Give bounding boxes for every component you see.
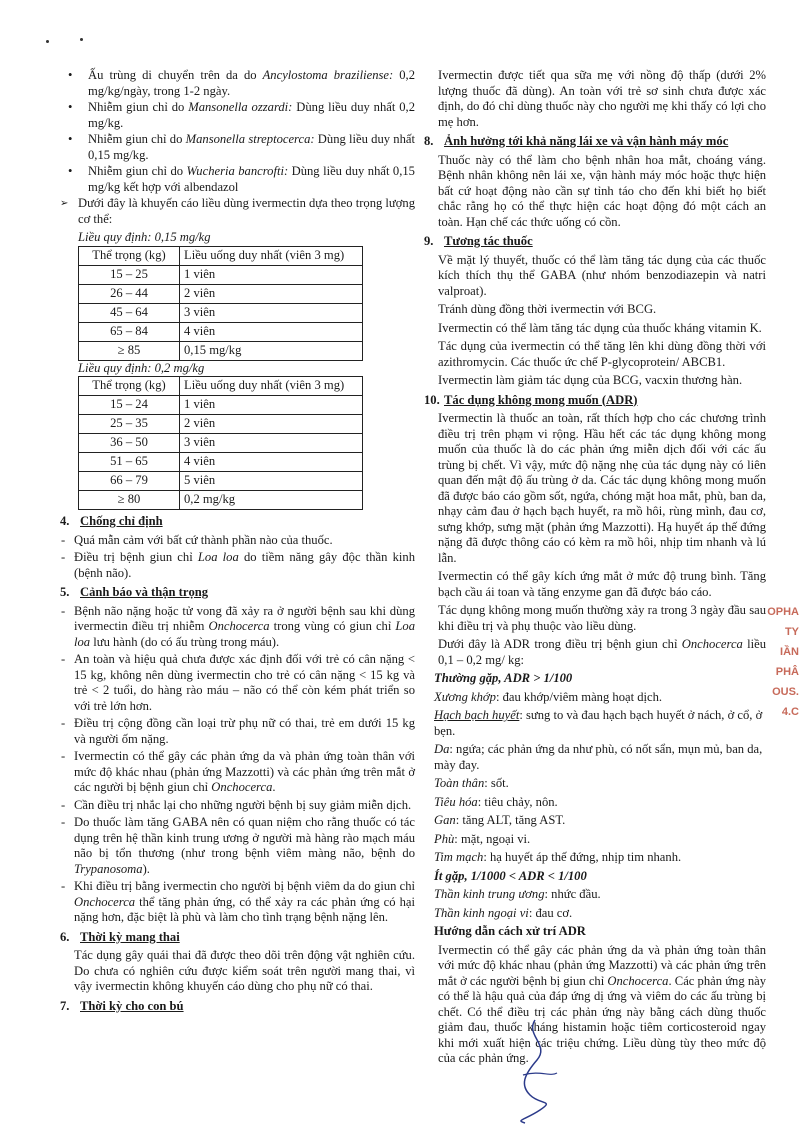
header-cell: Thể trọng (kg) (79, 246, 180, 265)
scan-speck (46, 40, 49, 43)
adr-item: Toàn thân: sốt. (434, 776, 509, 790)
adr-frequency-heading: Ít gặp, 1/1000 < ADR < 1/100 (434, 868, 587, 883)
weight-cell: 45 – 64 (79, 303, 180, 322)
table-row (79, 341, 363, 360)
dose-table-015 (78, 246, 363, 361)
section-text: Tránh dùng đồng thời ivermectin với BCG. (438, 302, 657, 316)
adr-item: Xương khớp: đau khớp/viêm màng hoạt dịch. (434, 689, 663, 704)
table-row (79, 491, 363, 510)
weight-cell: ≥ 85 (79, 341, 180, 360)
table-row (79, 284, 363, 303)
section-text: Ivermectin được tiết qua sữa mẹ với nồng độ thấp (dưới 2% lượng thuốc đã dùng). An toàn với trẻ sơ sinh chưa được xác định, do đó chỉ dùng thuốc này cho người mẹ khi thấy có lợi cho mẹ hơn. (438, 68, 766, 129)
right-column (424, 68, 766, 1070)
list-item: - Cần điều trị nhắc lại cho những người bệnh bị suy giảm miễn dịch. (60, 798, 415, 814)
table-row (79, 472, 363, 491)
table-header-row (79, 377, 363, 396)
company-stamp: OPHA TY IẦN PHÂ OUS. 4.C (767, 606, 799, 718)
dose-cell: 2 viên (180, 284, 363, 303)
dose-cell: 3 viên (180, 434, 363, 453)
table-row (79, 322, 363, 341)
dose-cell: 0,2 mg/kg (180, 491, 363, 510)
list-item: • Nhiễm giun chỉ do Wucheria bancrofti: Dùng liều duy nhất 0,15 mg/kg kết hợp với albendazol (60, 164, 415, 195)
dosage-bullet-list (60, 68, 415, 195)
dose-cell: 4 viên (180, 453, 363, 472)
table-header-row (79, 246, 363, 265)
list-item: - Quá mẫn cảm với bất cứ thành phần nào của thuốc. (60, 533, 415, 549)
section-text: Ivermectin có thể làm tăng tác dụng của thuốc kháng vitamin K. (438, 320, 762, 335)
weight-cell: 65 – 84 (79, 322, 180, 341)
table-caption: Liều quy định: 0,2 mg/kg (78, 360, 205, 375)
header-cell: Liều uống duy nhất (viên 3 mg) (180, 377, 363, 396)
section-text: Tác dụng gây quái thai đã được theo dõi trên động vật nghiên cứu. Do chưa có nghiên cứu được kiểm soát trên người mang thai, vì vậy ivermectin không khuyến cáo dùng cho phụ nữ có thai. (74, 948, 415, 993)
adr-item: Tim mạch: hạ huyết áp thế đứng, nhịp tim nhanh. (434, 850, 682, 864)
list-item: - Do thuốc làm tăng GABA nên có quan niệm cho rằng thuốc có tác dụng trên hệ thần kinh trung ương ở người mà hàng rào mạch máu não bị tổn thương (như trong bệnh viêm màng não, bệnh do Trypanosoma). (60, 815, 415, 877)
adr-item: Tiêu hóa: tiêu chảy, nôn. (434, 794, 558, 809)
handwritten-signature (495, 1015, 575, 1125)
section-text: Tác dụng của ivermectin có thể tăng lên khi dùng đồng thời với azithromycin. Các thuốc ức chế P-glycoprotein/ ABCB1. (438, 339, 766, 369)
section-text: Tác dụng không mong muốn thường xảy ra trong 3 ngày đầu sau khi điều trị và phụ thuộc vào liều dùng. (438, 603, 766, 633)
adr-item: Gan: tăng ALT, tăng AST. (434, 813, 566, 827)
section-heading: 9. Tương tác thuốc (424, 234, 533, 248)
table-row (79, 434, 363, 453)
list-item: - Điều trị cộng đồng cần loại trừ phụ nữ có thai, trẻ em dưới 15 kg và người ốm nặng. (60, 716, 415, 747)
dose-cell: 2 viên (180, 415, 363, 434)
weight-cell: 51 – 65 (79, 453, 180, 472)
section-text: Về mặt lý thuyết, thuốc có thể làm tăng tác dụng của các thuốc kích thích thụ thể GABA (như nhóm benzodiazepin và natri valproat). (438, 252, 766, 298)
section-text: Ivermectin là thuốc an toàn, rất thích hợp cho các chương trình điều trị trên phạm vi rộng. Hầu hết các tác dụng không mong muốn của thuốc là do các phản ứng miễn dịch đối với các ấu trùng bị chết. Vì vậy, mức độ nặng nhẹ của tác dụng này có liên quan đến mật độ ấu trùng ở da. Các tác dụng không mong muốn đã được báo cáo gồm sốt, ngứa, chóng mặt hoa mắt, phù, ban da, nhạy cảm đau ở hạch bạch huyết, ra mồ hôi, rùng mình, đau cơ, sưng khớp, sưng mặt (phản ứng Mazzotti). Hạ huyết áp thế đứng nặng đã được thông cáo có kèm ra mồ hôi, nhịp tim nhanh và lú lẫn. (438, 411, 766, 565)
header-cell: Thể trọng (kg) (79, 377, 180, 396)
dose-cell: 3 viên (180, 303, 363, 322)
section-heading: 5. Cảnh báo và thận trọng (60, 585, 209, 599)
table-caption: Liều quy định: 0,15 mg/kg (78, 230, 211, 244)
list-item: • Nhiễm giun chỉ do Mansonella streptocerca: Dùng liều duy nhất 0,15 mg/kg. (60, 132, 415, 163)
adr-frequency-heading: Thường gặp, ADR > 1/100 (434, 671, 573, 685)
adr-item: Thần kinh ngoại vi: đau cơ. (434, 905, 573, 920)
adr-guidance-heading: Hướng dẫn cách xử trí ADR (434, 924, 586, 938)
section-heading: 4. Chống chỉ định (60, 514, 163, 528)
dose-cell: 5 viên (180, 472, 363, 491)
dose-cell: 1 viên (180, 265, 363, 284)
weight-cell: 26 – 44 (79, 284, 180, 303)
section-heading: 6. Thời kỳ mang thai (60, 929, 180, 944)
scan-speck (80, 38, 83, 41)
section-heading: 10. Tác dụng không mong muốn (ADR) (424, 392, 638, 407)
section-heading: 8. Ảnh hưởng tới khả năng lái xe và vận hành máy móc (424, 134, 729, 148)
weight-cell: ≥ 80 (79, 491, 180, 510)
section-text: Ivermectin làm giảm tác dụng của BCG, vacxin thương hàn. (438, 373, 743, 387)
dose-cell: 0,15 mg/kg (180, 341, 363, 360)
section-text: Ivermectin có thể gây kích ứng mắt ở mức độ trung bình. Tăng bạch cầu ái toan và tăng enzyme gan đã được báo cáo. (438, 569, 766, 599)
dose-cell: 1 viên (180, 396, 363, 415)
weight-cell: 15 – 24 (79, 396, 180, 415)
table-row (79, 415, 363, 434)
section-heading: 7. Thời kỳ cho con bú (60, 998, 184, 1013)
table-row (79, 396, 363, 415)
dose-cell: 4 viên (180, 322, 363, 341)
table-row (79, 265, 363, 284)
adr-item: Thần kinh trung ương: nhức đầu. (434, 887, 601, 901)
table-row (79, 303, 363, 322)
adr-item: Da: ngứa; các phản ứng da như phù, có nốt sẩn, mụn mủ, ban da, mày đay. (434, 742, 763, 772)
list-item: - Bệnh não nặng hoặc tử vong đã xảy ra ở người bệnh sau khi dùng ivermectin điều trị nhiễm Onchocerca trong vùng có giun chỉ Loa loa lưu hành (do có ấu trùng trong máu). (60, 604, 415, 651)
section-text: Thuốc này có thể làm cho bệnh nhân hoa mắt, choáng váng. Bệnh nhân không nên lái xe, vận hành máy móc hoặc thực hiện bất cứ hoạt động nào cần sự tỉnh táo cho đến khi biết họ biết chắc rằng họ có thể thực hiện các hoạt động đó một cách an toàn. Hạn chế các thức uống có cồn. (438, 152, 766, 229)
list-item: - An toàn và hiệu quả chưa được xác định đối với trẻ có cân nặng < 15 kg, không nên dùng ivermectin cho trẻ có cân nặng < 15 kg và trẻ < 2 tuổi, do hàng rào máu – não có thể còn kém phát triển so với trẻ lớn hơn. (60, 652, 415, 714)
table-row (79, 453, 363, 472)
dose-table-02 (78, 376, 363, 510)
list-item: • Nhiễm giun chỉ do Mansonella ozzardi: Dùng liều duy nhất 0,2 mg/kg. (60, 100, 415, 131)
list-item: • Ấu trùng di chuyển trên da do Ancylostoma braziliense: 0,2 mg/kg/ngày, trong 1-2 ngày. (60, 68, 415, 99)
weight-dose-intro: ➢ Dưới đây là khuyến cáo liều dùng ivermectin dựa theo trọng lượng cơ thể: (60, 196, 415, 227)
weight-cell: 15 – 25 (79, 265, 180, 284)
list-item: - Điều trị bệnh giun chỉ Loa loa do tiềm năng gây độc thần kinh (bệnh não). (60, 550, 415, 581)
adr-item: Phù: mặt, ngoại vi. (434, 831, 531, 846)
adr-guidance-text: Ivermectin có thể gây các phản ứng da và phản ứng toàn thân với mức độ khác nhau (phản ứng Mazzotti) và các phản ứng trên mắt ở các người bệnh bị giun chỉ Onchocerca. Các phản ứng này có thể là hậu quả của đáp ứng dị ứng và viêm do các ấu trùng bị chết. Có thể điều trị các phản ứng này bằng cách dùng thuốc giảm đau, thuốc kháng histamin hoặc tiêm corticosteroid ngay khi mới xuất hiện các triệu chứng. Liều dùng tùy theo mức độ của các phản ứng. (438, 942, 766, 1065)
list-item: - Ivermectin có thể gây các phản ứng da và phản ứng toàn thân với mức độ khác nhau (phản ứng Mazzotti) và các phản ứng trên mắt ở các người bị bệnh giun chỉ Onchocerca. (60, 749, 415, 796)
weight-cell: 36 – 50 (79, 434, 180, 453)
adr-item: Hạch bạch huyết: sưng to và đau hạch bạch huyết ở nách, ở cổ, ở bẹn. (434, 708, 763, 738)
header-cell: Liều uống duy nhất (viên 3 mg) (180, 246, 363, 265)
list-item: - Khi điều trị bằng ivermectin cho người bị bệnh viêm da do giun chỉ Onchocerca thể tăng phản ứng, có thể xảy ra các phản ứng có hại nặng hơn, đặc biệt là phù và làm cho tình trạng bệnh nặng lên. (60, 879, 415, 926)
weight-cell: 66 – 79 (79, 472, 180, 491)
adr-intro: Dưới đây là ADR trong điều trị bệnh giun chỉ Onchocerca liều 0,1 – 0,2 mg/ kg: (438, 637, 766, 667)
weight-cell: 25 – 35 (79, 415, 180, 434)
left-column (60, 68, 415, 1017)
